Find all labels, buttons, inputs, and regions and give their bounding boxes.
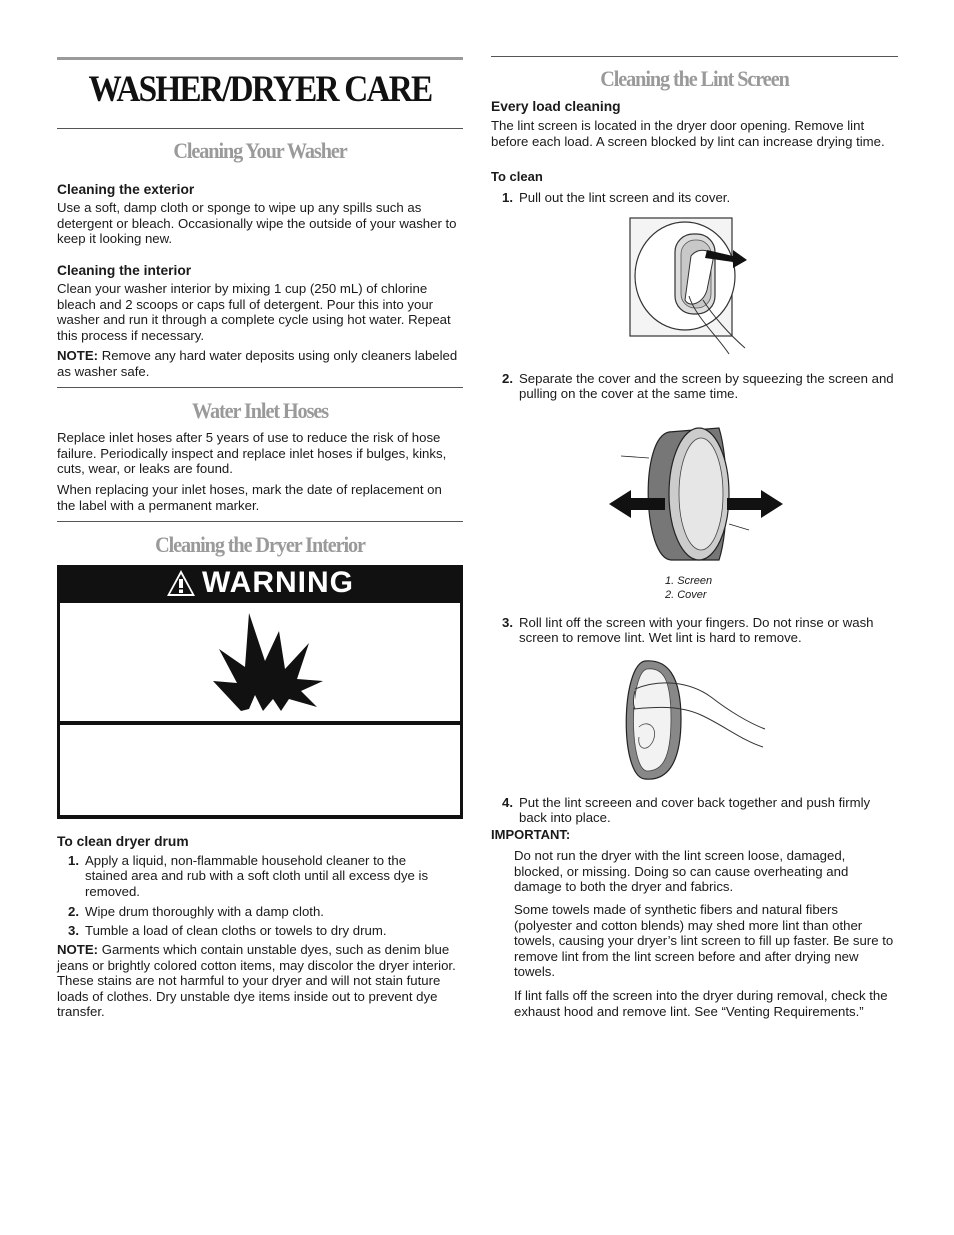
section-title-washer: Cleaning Your Washer bbox=[173, 138, 347, 163]
page-title: WASHER/DRYER CARE bbox=[88, 69, 432, 110]
step-number: 1. bbox=[68, 853, 79, 868]
top-rule bbox=[57, 57, 463, 60]
interior-heading: Cleaning the interior bbox=[57, 263, 192, 278]
exterior-heading: Cleaning the exterior bbox=[57, 182, 195, 197]
warning-label: WARNING bbox=[202, 566, 354, 599]
step-number: 1. bbox=[502, 190, 513, 205]
list-item bbox=[57, 904, 457, 919]
hoses-para-2: When replacing your inlet hoses, mark the date of replacement on the label with a permanent marker. bbox=[57, 482, 442, 513]
step-number: 3. bbox=[68, 923, 79, 938]
interior-text: Clean your washer interior by mixing 1 cup (250 mL) of chlorine bleach and 2 scoops or caps full of detergent. Pour this into your washer and run it through a complete cycle using hot water. Repeat this process if necessary. bbox=[57, 281, 451, 343]
divider bbox=[57, 521, 463, 522]
step-number: 2. bbox=[502, 371, 513, 386]
warning-symbol-panel bbox=[60, 603, 460, 721]
exterior-text: Use a soft, damp cloth or sponge to wipe up any spills such as detergent or bleach. Occasionally wipe the outside of your washer to keep it looking new. bbox=[57, 200, 457, 247]
explosion-icon bbox=[205, 611, 325, 715]
step-text: Put the lint screeen and cover back together and push firmly back into place. bbox=[519, 795, 871, 826]
note-label: NOTE: bbox=[57, 348, 99, 363]
step-text: Pull out the lint screen and its cover. bbox=[519, 190, 731, 205]
important-para-2: Some towels made of synthetic fibers and natural fibers (polyester and cotton blends) may shed more lint than other towels, causing your dryer’s lint screen to fill up faster. Be sure to remove lint from the lint screen before and after drying new towels. bbox=[514, 902, 894, 980]
section-title-lint: Cleaning the Lint Screen bbox=[600, 66, 789, 91]
list-item bbox=[491, 615, 898, 646]
section-title-hoses: Water Inlet Hoses bbox=[191, 398, 329, 423]
roll-lint-illustration bbox=[619, 657, 769, 783]
drum-heading: To clean dryer drum bbox=[57, 834, 189, 849]
washer-note bbox=[57, 348, 463, 379]
important-para-3: If lint falls off the screen into the dryer during removal, check the exhaust hood and remove lint. See “Venting Requirements.” bbox=[514, 988, 888, 1019]
note-label: NOTE: bbox=[57, 942, 99, 957]
to-clean-heading: To clean bbox=[491, 169, 543, 184]
every-load-heading: Every load cleaning bbox=[491, 99, 621, 114]
warning-triangle-icon bbox=[166, 569, 196, 597]
important-label: IMPORTANT: bbox=[491, 827, 571, 842]
step-number: 4. bbox=[502, 795, 513, 810]
step-number: 2. bbox=[68, 904, 79, 919]
important-para-1: Do not run the dryer with the lint screen loose, damaged, blocked, or missing. Doing so can cause overheating and damage to both the dryer and fabrics. bbox=[514, 848, 849, 895]
every-load-text: The lint screen is located in the dryer door opening. Remove lint before each load. A screen blocked by lint can increase drying time. bbox=[491, 118, 885, 149]
step-text: Apply a liquid, non-flammable household cleaner to the stained area and rub with a soft cloth until all excess dye is removed. bbox=[85, 853, 429, 899]
step-text: Wipe drum thoroughly with a damp cloth. bbox=[85, 904, 324, 919]
caption-cover: 2. Cover bbox=[665, 589, 707, 601]
divider bbox=[57, 128, 463, 129]
dryer-note bbox=[57, 942, 463, 1020]
warning-header bbox=[57, 565, 463, 601]
caption-screen: 1. Screen bbox=[665, 575, 713, 587]
divider bbox=[57, 387, 463, 388]
hoses-para-1: Replace inlet hoses after 5 years of use to reduce the risk of hose failure. Periodically inspect and replace inlet hoses if bulges, kinks, cuts, wear, or leaks are found. bbox=[57, 430, 447, 477]
note-text: Remove any hard water deposits using only cleaners labeled as washer safe. bbox=[57, 348, 458, 379]
list-item bbox=[491, 795, 898, 826]
list-item bbox=[57, 923, 457, 938]
list-item bbox=[491, 190, 898, 205]
step-text: Separate the cover and the screen by squeezing the screen and pulling on the cover at the same time. bbox=[519, 371, 894, 402]
step-text: Tumble a load of clean cloths or towels to dry drum. bbox=[85, 923, 387, 938]
list-item bbox=[491, 371, 898, 402]
list-item bbox=[57, 853, 457, 899]
section-title-dryer: Cleaning the Dryer Interior bbox=[155, 532, 365, 557]
note-text: Garments which contain unstable dyes, such as denim blue jeans or brightly colored cotton items, may discolor the dryer interior. These stains are not harmful to your dryer and will not stain future loads of clothes. Dry unstable dye items inside out to prevent dye transfer. bbox=[57, 942, 456, 1020]
lint-screen-pull-illustration bbox=[629, 216, 759, 356]
warning-text-panel bbox=[60, 725, 460, 815]
divider bbox=[491, 56, 898, 57]
warning-box bbox=[57, 565, 463, 819]
screen-cover-separate-illustration bbox=[609, 420, 784, 570]
step-number: 3. bbox=[502, 615, 513, 630]
step-text: Roll lint off the screen with your fingers. Do not rinse or wash screen to remove lint. Wet lint is hard to remove. bbox=[519, 615, 874, 646]
